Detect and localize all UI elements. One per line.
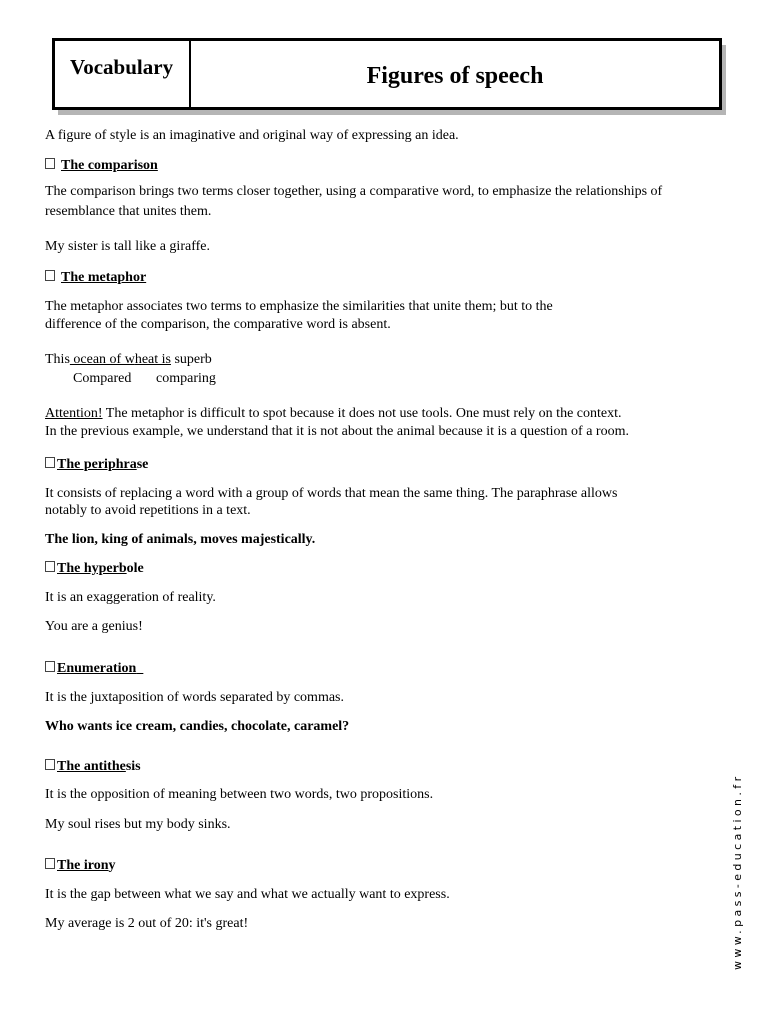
comparison-example: My sister is tall like a giraffe. (45, 239, 210, 254)
enumeration-example: Who wants ice cream, candies, chocolate, caramel? (45, 719, 350, 734)
attention-line-2: In the previous example, we understand that it is not about the animal because it is a question of a room. (45, 424, 629, 439)
section-heading-enumeration: Enumeration (45, 659, 143, 678)
metaphor-definition-line-2: difference of the comparison, the comparative word is absent. (45, 317, 391, 332)
irony-definition: It is the gap between what we say and what we actually want to express. (45, 887, 450, 902)
periphrase-definition-line-2: notably to avoid repetitions in a text. (45, 503, 251, 518)
label-comparing: comparing (156, 371, 216, 386)
checkbox-bullet-icon (45, 561, 55, 572)
section-heading-comparison: The comparison (45, 156, 158, 175)
page-title: Figures of speech (366, 63, 544, 89)
label-compared: Compared (73, 371, 132, 386)
checkbox-bullet-icon (45, 457, 55, 468)
section-heading-metaphor: The metaphor (45, 268, 146, 287)
section-heading-periphrase: The periphrase (45, 455, 148, 474)
antithesis-definition: It is the opposition of meaning between two words, two propositions. (45, 787, 434, 802)
section-heading-irony: The irony (45, 856, 115, 875)
site-watermark: www.pass-education.fr (731, 773, 744, 970)
intro-text: A figure of style is an imaginative and original way of expressing an idea. (45, 128, 459, 143)
metaphor-example: This ocean of wheat is superb (45, 352, 212, 367)
hyperbole-definition: It is an exaggeration of reality. (45, 590, 216, 605)
periphrase-example: The lion, king of animals, moves majestically. (45, 532, 316, 547)
checkbox-bullet-icon (45, 661, 55, 672)
checkbox-bullet-icon (45, 858, 55, 869)
attention-line-1: Attention! The metaphor is difficult to spot because it does not use tools. One must rely on the context. (45, 406, 622, 421)
document-header (52, 38, 722, 110)
checkbox-bullet-icon (45, 270, 55, 281)
section-heading-antithesis: The antithesis (45, 757, 141, 776)
checkbox-bullet-icon (45, 759, 55, 770)
antithesis-example: My soul rises but my body sinks. (45, 817, 231, 832)
comparison-definition-line-2: resemblance that unites them. (45, 204, 212, 219)
category-label: Vocabulary (55, 41, 191, 107)
hyperbole-example: You are a genius! (45, 619, 143, 634)
comparison-definition-line-1: The comparison brings two terms closer together, using a comparative word, to emphasize the relationships of (45, 184, 663, 199)
checkbox-bullet-icon (45, 158, 55, 169)
metaphor-definition-line-1: The metaphor associates two terms to emphasize the similarities that unite them; but to the (45, 299, 553, 314)
enumeration-definition: It is the juxtaposition of words separated by commas. (45, 690, 344, 705)
periphrase-definition-line-1: It consists of replacing a word with a group of words that mean the same thing. The paraphrase allows (45, 486, 618, 501)
irony-example: My average is 2 out of 20: it's great! (45, 916, 249, 931)
section-heading-hyperbole: The hyperbole (45, 559, 144, 578)
